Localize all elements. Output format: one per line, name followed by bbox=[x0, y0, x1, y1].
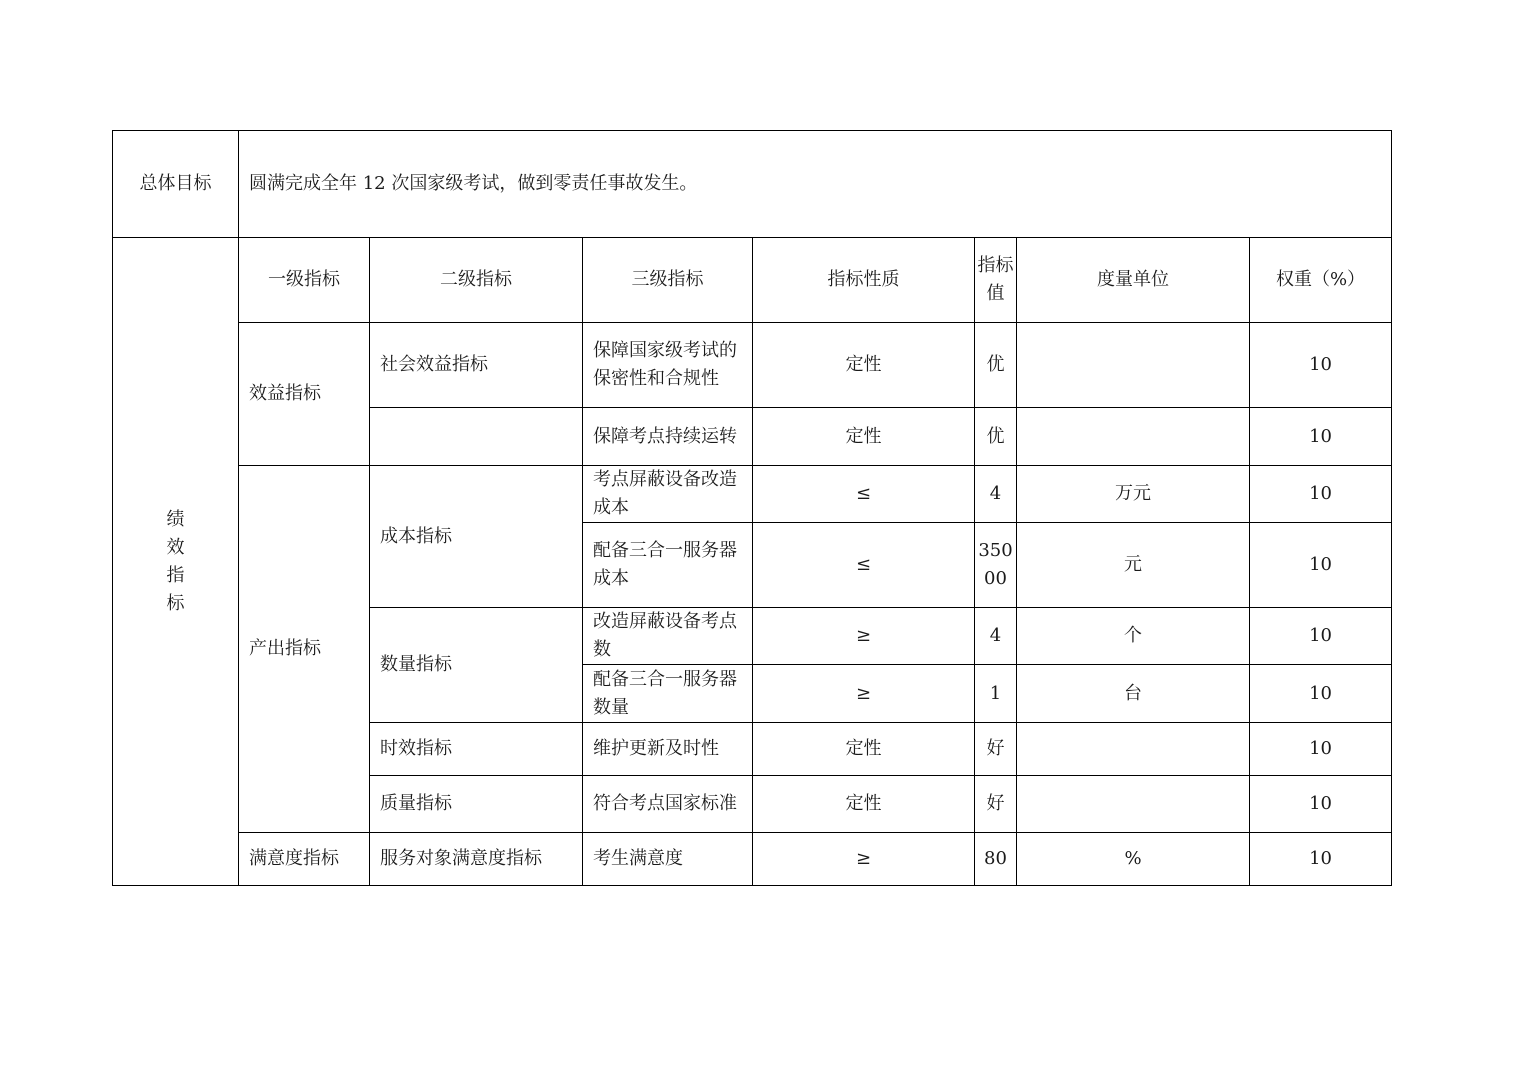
value-cell: 80 bbox=[975, 833, 1017, 886]
weight-cell: 10 bbox=[1250, 408, 1392, 466]
unit-cell: 元 bbox=[1017, 523, 1250, 608]
unit-cell bbox=[1017, 323, 1250, 408]
subgroup-cost: 成本指标 bbox=[370, 466, 583, 608]
weight-cell: 10 bbox=[1250, 776, 1392, 833]
subgroup-quantity: 数量指标 bbox=[370, 608, 583, 723]
overall-target-row bbox=[113, 131, 1392, 238]
unit-cell bbox=[1017, 723, 1250, 776]
unit-cell bbox=[1017, 776, 1250, 833]
weight-cell: 10 bbox=[1250, 723, 1392, 776]
nature-cell: 定性 bbox=[753, 723, 975, 776]
nature-cell: ≤ bbox=[753, 466, 975, 523]
group-satisfaction: 满意度指标 bbox=[239, 833, 370, 886]
level3-cell: 符合考点国家标准 bbox=[583, 776, 753, 833]
weight-cell: 10 bbox=[1250, 466, 1392, 523]
header-value: 指标值 bbox=[975, 238, 1017, 323]
level3-cell: 配备三合一服务器数量 bbox=[583, 665, 753, 723]
nature-cell: ≥ bbox=[753, 608, 975, 665]
nature-cell: 定性 bbox=[753, 776, 975, 833]
table-row bbox=[113, 323, 1392, 408]
weight-cell: 10 bbox=[1250, 665, 1392, 723]
unit-cell bbox=[1017, 408, 1250, 466]
weight-cell: 10 bbox=[1250, 833, 1392, 886]
table-row bbox=[113, 466, 1392, 523]
value-cell: 4 bbox=[975, 608, 1017, 665]
level3-cell: 考点屏蔽设备改造成本 bbox=[583, 466, 753, 523]
level3-cell: 保障考点持续运转 bbox=[583, 408, 753, 466]
value-cell: 优 bbox=[975, 408, 1017, 466]
header-row bbox=[113, 238, 1392, 323]
weight-cell: 10 bbox=[1250, 608, 1392, 665]
header-unit: 度量单位 bbox=[1017, 238, 1250, 323]
group-output: 产出指标 bbox=[239, 466, 370, 833]
subgroup-service: 服务对象满意度指标 bbox=[370, 833, 583, 886]
value-cell: 35000 bbox=[975, 523, 1017, 608]
level3-cell: 改造屏蔽设备考点数 bbox=[583, 608, 753, 665]
weight-cell: 10 bbox=[1250, 323, 1392, 408]
subgroup-empty bbox=[370, 408, 583, 466]
level3-cell: 维护更新及时性 bbox=[583, 723, 753, 776]
overall-target-label: 总体目标 bbox=[113, 131, 239, 238]
header-level3: 三级指标 bbox=[583, 238, 753, 323]
performance-indicator-label bbox=[113, 238, 239, 886]
table-row bbox=[113, 833, 1392, 886]
header-level2: 二级指标 bbox=[370, 238, 583, 323]
subgroup-social: 社会效益指标 bbox=[370, 323, 583, 408]
overall-target-text: 圆满完成全年 12 次国家级考试，做到零责任事故发生。 bbox=[239, 131, 1392, 238]
nature-cell: ≤ bbox=[753, 523, 975, 608]
value-cell: 4 bbox=[975, 466, 1017, 523]
level3-cell: 配备三合一服务器成本 bbox=[583, 523, 753, 608]
value-cell: 好 bbox=[975, 776, 1017, 833]
weight-cell: 10 bbox=[1250, 523, 1392, 608]
header-level1: 一级指标 bbox=[239, 238, 370, 323]
nature-cell: 定性 bbox=[753, 323, 975, 408]
performance-target-table bbox=[112, 130, 1392, 886]
nature-cell: ≥ bbox=[753, 833, 975, 886]
performance-indicator-vertical-text: 绩效指标 bbox=[166, 508, 185, 614]
nature-cell: ≥ bbox=[753, 665, 975, 723]
unit-cell: 台 bbox=[1017, 665, 1250, 723]
value-cell: 优 bbox=[975, 323, 1017, 408]
header-nature: 指标性质 bbox=[753, 238, 975, 323]
value-cell: 好 bbox=[975, 723, 1017, 776]
subgroup-quality: 质量指标 bbox=[370, 776, 583, 833]
group-benefit: 效益指标 bbox=[239, 323, 370, 466]
unit-cell: 个 bbox=[1017, 608, 1250, 665]
unit-cell: 万元 bbox=[1017, 466, 1250, 523]
nature-cell: 定性 bbox=[753, 408, 975, 466]
level3-cell: 考生满意度 bbox=[583, 833, 753, 886]
subgroup-timeliness: 时效指标 bbox=[370, 723, 583, 776]
unit-cell: % bbox=[1017, 833, 1250, 886]
value-cell: 1 bbox=[975, 665, 1017, 723]
header-weight: 权重（%） bbox=[1250, 238, 1392, 323]
level3-cell: 保障国家级考试的保密性和合规性 bbox=[583, 323, 753, 408]
